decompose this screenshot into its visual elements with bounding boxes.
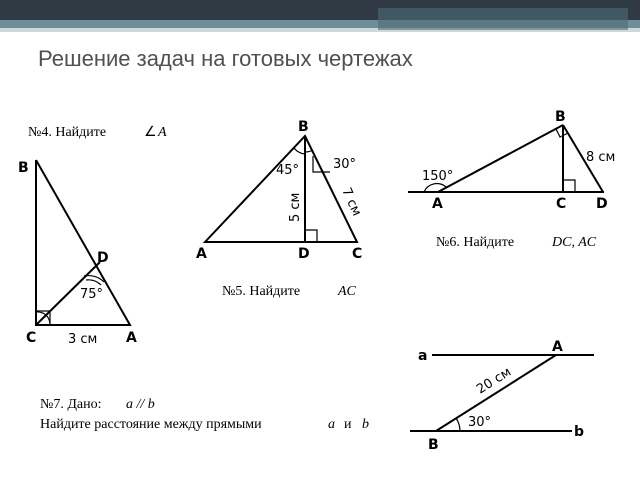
problem-4-point-a: A [126, 330, 137, 346]
problem-5-angle-right: 30° [333, 157, 357, 172]
problem-7-angle-value: 30° [468, 415, 492, 430]
problem-5-angle-45-arc [294, 148, 305, 154]
problem-5-point-a: A [196, 246, 207, 262]
problem-7-point-a: A [552, 339, 563, 355]
problem-6 [408, 109, 615, 250]
problem-7-given: a // b [126, 397, 155, 412]
problem-5-point-b: B [298, 119, 309, 135]
problem-4-point-d: D [97, 250, 109, 266]
problem-7 [40, 339, 594, 453]
problem-4-label: №4. Найдите [28, 125, 107, 140]
problem-6-side-value: 8 см [586, 150, 616, 165]
problem-7-var-a: a [328, 417, 335, 432]
slide-title: Решение задач на готовых чертежах [38, 46, 413, 71]
problem-6-right-angle-mark-c [563, 180, 575, 192]
problem-4 [18, 125, 167, 347]
problem-4-point-b: B [18, 160, 29, 176]
problem-5 [196, 119, 364, 299]
problem-4-angle-value: 75° [80, 287, 104, 302]
problem-7-var-b: b [362, 417, 369, 432]
problem-6-angle-value: 150° [422, 169, 454, 184]
problem-7-and: и [344, 417, 352, 432]
problem-4-point-c: C [26, 330, 37, 346]
problem-5-bc-value: 7 см [338, 185, 364, 219]
problem-6-angle-150-arc [424, 184, 446, 192]
problem-5-target: AC [338, 284, 356, 299]
problem-4-target: A [158, 125, 167, 140]
problem-6-label: №6. Найдите [436, 235, 515, 250]
problem-4-side-value: 3 см [68, 332, 98, 347]
problem-5-angle-left: 45° [276, 163, 300, 178]
problem-7-side-value: 20 см [474, 364, 515, 398]
problem-4-angle-arc-1 [36, 312, 46, 315]
problem-4-angle-sign: ∠ [144, 125, 157, 140]
problem-4-angle-75-arc-2 [86, 280, 101, 285]
problem-6-target: DC, AC [552, 235, 597, 250]
problem-7-label-a-line: a [418, 348, 428, 364]
problem-7-angle-30-arc [456, 418, 460, 431]
problem-5-point-d: D [298, 246, 310, 262]
problem-7-segment-ab [436, 355, 556, 431]
problem-6-point-d: D [596, 196, 608, 212]
problem-5-bd-value: 5 см [288, 192, 303, 222]
problem-5-right-angle-mark [305, 230, 317, 242]
problem-7-point-b: B [428, 437, 439, 453]
problem-5-triangle [205, 136, 357, 242]
problem-7-line2-prefix: Найдите расстояние между прямыми [40, 417, 262, 432]
problem-6-point-c: C [556, 196, 567, 212]
problem-6-point-a: A [432, 196, 443, 212]
problem-7-label: №7. Дано: [40, 397, 102, 412]
problem-5-point-c: C [352, 246, 363, 262]
problem-5-label: №5. Найдите [222, 284, 301, 299]
problem-6-side-ab [438, 125, 563, 192]
problem-7-label-b-line: b [574, 424, 585, 440]
problem-6-point-b: B [555, 109, 566, 125]
